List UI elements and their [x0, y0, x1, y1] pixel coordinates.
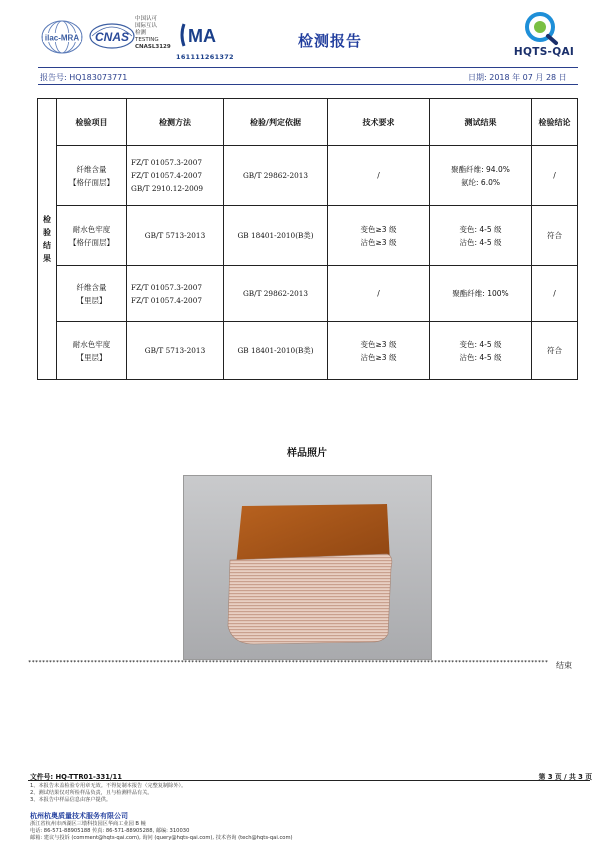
- cell-result: 聚酯纤维: 100%: [430, 266, 532, 322]
- ma-certificate-number: 161111261372: [176, 53, 234, 61]
- footer-notes: 1、本报告未盖检验专用章无效。不得复制本报告（完整复制除外）。 2、测试结果仅对所检样品负责，且与检测样品有关。 3、本报告中样品信息由客户提供。: [30, 783, 187, 803]
- cell-item: 耐水色牢度 【里层】: [57, 322, 127, 380]
- header-result: 测试结果: [430, 99, 532, 146]
- cell-requirement: /: [328, 146, 430, 206]
- cell-conclusion: 符合: [532, 322, 578, 380]
- document-number: 文件号: HQ-TTR01-331/11: [30, 773, 122, 781]
- end-marker-line: ******************************************************************************************************************************************************: [28, 660, 549, 666]
- report-date: 日期: 2018 年 07 月 28 日: [468, 73, 567, 82]
- end-label: 结束: [556, 661, 572, 670]
- table-row: [38, 266, 578, 322]
- cell-method: FZ/T 01057.3-2007 FZ/T 01057.4-2007: [127, 266, 224, 322]
- cell-result: 聚酯纤维: 94.0% 氨纶: 6.0%: [430, 146, 532, 206]
- table-header-row: [38, 99, 578, 146]
- cell-basis: GB/T 29862-2013: [224, 266, 328, 322]
- hqts-label: HQTS-QAI: [513, 46, 575, 58]
- cell-item: 耐水色牢度 【格仔面层】: [57, 206, 127, 266]
- cell-basis: GB 18401-2010(B类): [224, 322, 328, 380]
- page-number: 第 3 页 / 共 3 页: [538, 773, 592, 781]
- table-row: [38, 146, 578, 206]
- cell-requirement: 变色≥3 级 沾色≥3 级: [328, 206, 430, 266]
- cell-method: GB/T 5713-2013: [127, 322, 224, 380]
- cell-method: GB/T 5713-2013: [127, 206, 224, 266]
- cell-basis: GB 18401-2010(B类): [224, 206, 328, 266]
- cnas-label: CNAS: [94, 30, 130, 44]
- header-divider-bottom: [38, 84, 578, 85]
- table-row: [38, 206, 578, 266]
- cell-conclusion: 符合: [532, 206, 578, 266]
- header-divider-top: [38, 67, 578, 68]
- cell-conclusion: /: [532, 266, 578, 322]
- header-conclusion: 检验结论: [532, 99, 578, 146]
- cell-conclusion: /: [532, 146, 578, 206]
- cell-method: FZ/T 01057.3-2007 FZ/T 01057.4-2007 GB/T 2910.12-2009: [127, 146, 224, 206]
- cell-item: 纤维含量 【格仔面层】: [57, 146, 127, 206]
- cell-requirement: /: [328, 266, 430, 322]
- page-title: 检测报告: [297, 32, 362, 50]
- header-requirement: 技术要求: [328, 99, 430, 146]
- header-basis: 检验/判定依据: [224, 99, 328, 146]
- footer-divider: [28, 780, 590, 781]
- side-label: 检 验 结 果: [38, 99, 57, 380]
- cnas-accreditation-text: 中国认可 国际互认 检测 TESTING CNASL3129: [135, 16, 171, 50]
- ilac-mra-logo: [40, 18, 84, 56]
- cma-logo: [178, 20, 226, 50]
- photo-section-title: 样品照片: [287, 448, 327, 459]
- ilac-mra-label: ilac-MRA: [44, 33, 80, 43]
- results-table: [37, 98, 578, 380]
- cnas-logo: [88, 22, 136, 54]
- sample-photo: [183, 475, 432, 660]
- cell-requirement: 变色≥3 级 沾色≥3 级: [328, 322, 430, 380]
- cell-result: 变色: 4-5 级 沾色: 4-5 级: [430, 206, 532, 266]
- cell-result: 变色: 4-5 级 沾色: 4-5 级: [430, 322, 532, 380]
- cell-item: 纤维含量 【里层】: [57, 266, 127, 322]
- report-number: 报告号: HQ183073771: [40, 73, 128, 82]
- header-method: 检测方法: [127, 99, 224, 146]
- table-row: [38, 322, 578, 380]
- company-contact: 浙江省杭州市西湖区三墩科技园区华商工业园 B 幢 电话: 86-571-88905188 传真: 86-571-88905288, 邮编: 310030 邮箱: 建议与投诉 (comment@hqts-qai.com), 询问 (query@hqts-qai.com), 技术咨询 (tech@hqts-qai.com): [30, 821, 293, 841]
- company-name: 杭州杭奥质量技术服务有限公司: [30, 812, 128, 820]
- cell-basis: GB/T 29862-2013: [224, 146, 328, 206]
- ma-label: MA: [188, 26, 216, 46]
- header-item: 检验项目: [57, 99, 127, 146]
